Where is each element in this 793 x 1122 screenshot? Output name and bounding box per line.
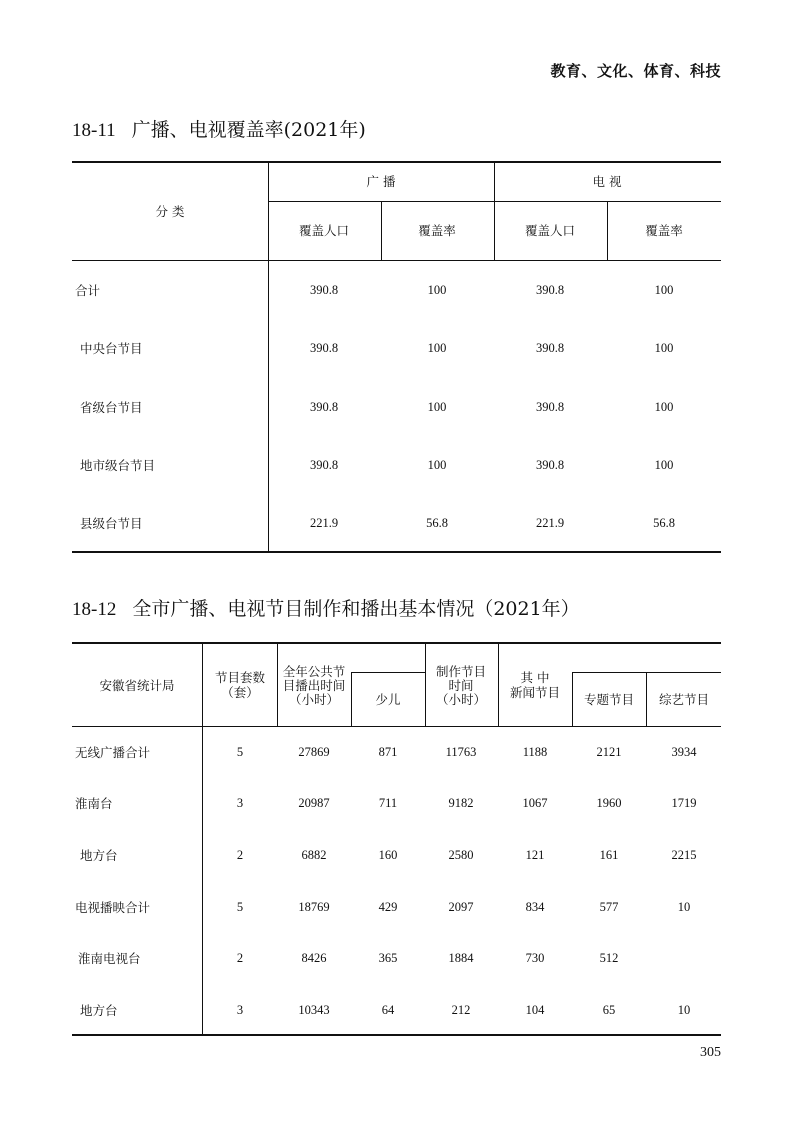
table2-cell: 2580 [448,848,474,862]
table1-row-label: 中央台节目 [80,341,143,356]
table2-cell: 11763 [445,745,477,759]
table1-header-tv-population: 覆盖人口 [524,223,576,238]
table2-header-news-2: 新闻节目 [509,685,561,700]
table1-header-radio: 广 播 [366,174,396,189]
table2-cell: 1188 [522,745,548,759]
table2-cell: 18769 [298,900,330,914]
table2-cell: 161 [599,848,619,862]
table1-bottom-rule [72,551,721,553]
table1-cell: 56.8 [426,516,448,530]
table1-cell: 221.9 [535,516,565,530]
table2-col-divider [572,672,573,727]
table1-stub-divider [268,162,269,552]
table1-top-rule [72,161,721,163]
table2-row-label: 无线广播合计 [75,745,151,760]
table2-header-production-1: 制作节目 [435,664,487,679]
table1-stub-header: 分 类 [155,204,185,219]
table2-header-production-3: （小时） [435,692,487,707]
table2-header-children: 少儿 [375,692,401,707]
table2-cell: 1067 [522,796,548,810]
table2-header-broadcast-2: 目播出时间 [282,678,346,693]
table2-cell: 429 [378,900,398,914]
table1-cell: 100 [427,458,447,472]
table1-cell: 390.8 [535,400,565,414]
table1-header-radio-population: 覆盖人口 [298,223,350,238]
table2-col-divider [646,672,647,727]
table2-cell: 65 [602,1003,616,1017]
table2-cell: 212 [451,1003,471,1017]
table1-cell: 100 [427,341,447,355]
table2-cell: 6882 [301,848,327,862]
table2-children-rule [351,672,425,673]
table1-row-label: 合计 [75,283,101,298]
table1-cell: 100 [654,458,674,472]
table1-cell: 100 [427,400,447,414]
table1-cell: 100 [427,283,447,297]
table2-cell: 577 [599,900,619,914]
table2-cell: 10343 [298,1003,330,1017]
table2-cell: 20987 [298,796,330,810]
table2-cell: 104 [525,1003,545,1017]
table1-cell: 390.8 [535,283,565,297]
table1-cell: 390.8 [309,458,339,472]
table2-cell: 8426 [301,951,327,965]
table2-cell: 834 [525,900,545,914]
table2-row-label: 地方台 [80,1003,118,1018]
table2-cell: 5 [236,745,244,759]
table2-row-label: 淮南台 [75,796,113,811]
table1-sub-divider-1 [381,201,382,260]
table2-row-label: 淮南电视台 [78,951,141,966]
table2-cell: 3934 [671,745,697,759]
table1-row-label: 县级台节目 [80,516,143,531]
table2-title [72,594,580,621]
table1-row-label: 地市级台节目 [80,458,156,473]
table2-cell: 730 [525,951,545,965]
table1-header-radio-rate: 覆盖率 [418,223,456,238]
table2-col-divider [277,643,278,727]
table2-cell: 160 [378,848,398,862]
table2-stub-divider [202,643,203,1035]
table2-cell: 5 [236,900,244,914]
table2-cell: 10 [677,1003,691,1017]
table2-header-sets-2: （套） [221,685,259,700]
table1-cell: 100 [654,283,674,297]
table1-cell: 56.8 [653,516,675,530]
table2-cell: 2121 [596,745,622,759]
table1-header-tv: 电 视 [592,174,622,189]
table2-cell: 1884 [448,951,474,965]
section-header: 教育、文化、体育、科技 [550,62,721,80]
table2-cell: 2215 [671,848,697,862]
table2-header-broadcast-1: 全年公共节 [282,664,346,679]
table1-title [72,115,366,142]
table1-header-tv-rate: 覆盖率 [645,223,683,238]
table2-header-sets-1: 节目套数 [214,670,266,685]
table2-cell: 2 [236,848,244,862]
table2-header-production-2: 时间 [448,678,474,693]
table2-bottom-rule [72,1034,721,1036]
table1-number: 18-11 [72,120,116,141]
table2-cell: 512 [599,951,619,965]
table1-cell: 390.8 [309,400,339,414]
table1-cell: 390.8 [309,283,339,297]
table2-title-text: 全市广播、电视节目制作和播出基本情况（2021年） [132,598,580,620]
table2-col-divider [498,643,499,727]
table2-top-rule [72,642,721,644]
table2-cell: 365 [378,951,398,965]
table1-header-rule [72,260,721,261]
table1-title-text: 广播、电视覆盖率(2021年) [131,119,366,141]
table1-row-label: 省级台节目 [80,400,143,415]
table2-cell: 9182 [448,796,474,810]
table2-row-label: 地方台 [80,848,118,863]
table2-cell: 3 [236,796,244,810]
table2-cell: 27869 [298,745,330,759]
table2-header-news-1: 其 中 [520,670,550,685]
table2-number: 18-12 [72,599,117,620]
table2-row-label: 电视播映合计 [75,900,151,915]
table1-cell: 100 [654,400,674,414]
table2-cell: 871 [378,745,398,759]
table2-cell: 64 [381,1003,395,1017]
table2-header-rule [72,726,721,727]
table2-cell: 1719 [671,796,697,810]
table2-cell: 2 [236,951,244,965]
table1-cell: 390.8 [309,341,339,355]
table2-cell: 121 [525,848,545,862]
table2-cell: 10 [677,900,691,914]
table1-cell: 221.9 [309,516,339,530]
table2-stub-header: 安徽省统计局 [99,678,175,693]
table2-header-variety: 综艺节目 [658,692,710,707]
table1-group-divider [494,162,495,260]
page-number: 305 [700,1045,721,1060]
table2-header-broadcast-3: （小时） [288,692,340,707]
table1-cell: 390.8 [535,341,565,355]
table2-col-divider [425,643,426,727]
table2-cell: 2097 [448,900,474,914]
table2-cell: 1960 [596,796,622,810]
table2-cell: 3 [236,1003,244,1017]
table1-cell: 390.8 [535,458,565,472]
table2-col-divider [351,672,352,727]
table1-sub-divider-2 [607,201,608,260]
table2-cell: 711 [378,796,398,810]
table1-cell: 100 [654,341,674,355]
table2-header-special: 专题节目 [583,692,635,707]
